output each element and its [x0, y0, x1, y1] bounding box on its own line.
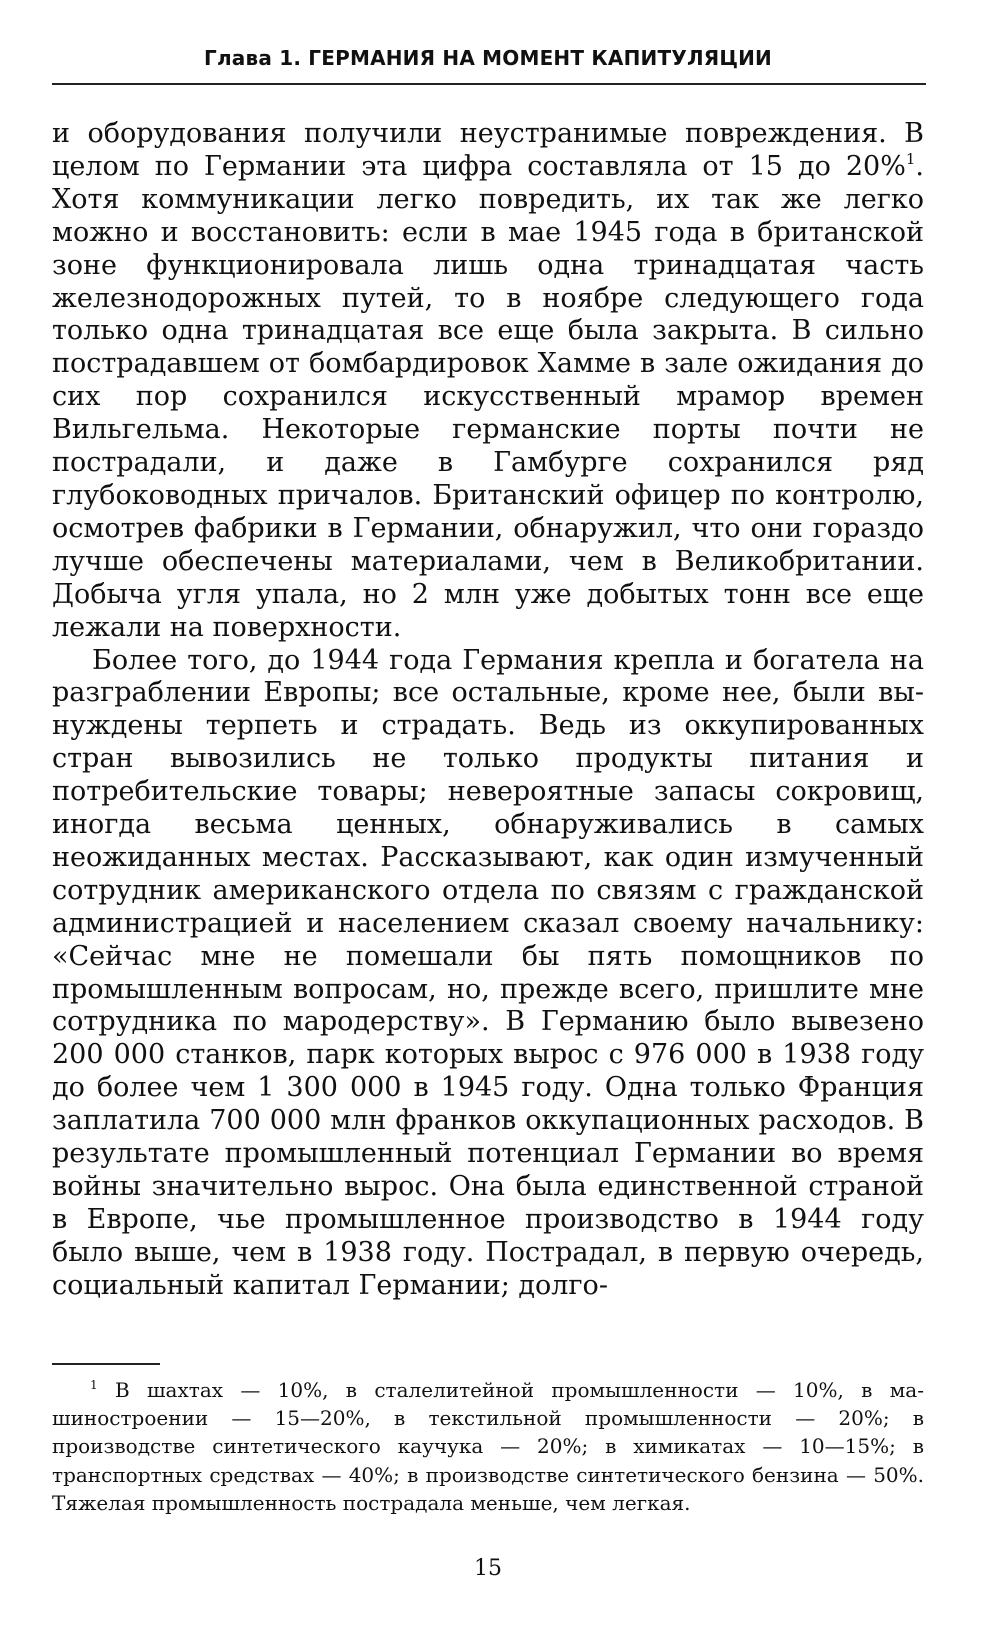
paragraph-1-part-2: . Хотя коммуникации легко повредить, их так же легко можно и восстановить: если в мае 1945 года в британской зоне функционировала лишь одна тринадцатая часть железнодорожных путей, то в ноябре следующего года только одна тринадцатая все еще была закрыта. В сильно пострадавшем от бомбардировок Хамме в зале ожидания до сих пор сохранился искусственный мрамор времен Вильгельма. Некоторые германские порты почти не пострадали, и даже в Гамбурге сохранился ряд глубоководных причалов. Британский офицер по контролю, осмотрев фабрики в Германии, обнаружил, что они гораздо лучше обеспечены материалами, чем в Великобритании. Добыча угля упала, но 2 млн уже добытых тонн все еще лежали на поверхности.	[52, 150, 924, 643]
footnote-marker: 1	[90, 1378, 98, 1392]
main-text	[52, 118, 924, 1303]
footnote-text: В шахтах — 10%, в сталелитейной промышленности — 10%, в машиностроении — 15—20%, в текстильной промышленности — 20%; в производстве синтетического каучука — 20%; в химикатах — 10—15%; в транспортных средствах — 40%; в производстве синтетического бензина — 50%. Тяжелая промышленность пострадала меньше, чем легкая.	[52, 1378, 924, 1515]
footnote-divider	[52, 1363, 160, 1365]
header-divider	[52, 83, 926, 85]
footnote-reference: 1	[905, 149, 916, 168]
running-title: Глава 1. ГЕРМАНИЯ НА МОМЕНТ КАПИТУЛЯЦИИ	[204, 46, 772, 70]
paragraph-1-part-1: и оборудования получили неустранимые повреждения. В целом по Германии эта цифра составляла от 15 до 20%	[52, 118, 924, 182]
footnote	[52, 1376, 924, 1517]
paragraph-2: Более того, до 1944 года Германия крепла и богатела на разграблении Европы; все остальные, кроме нее, были вынуждены терпеть и страдать. Ведь из оккупированных стран вывозились не только продукты питания и потребительские товары; невероятные запасы сокровищ, иногда весьма ценных, обнаруживались в самых неожиданных местах. Рассказывают, как один измученный сотрудник американского отдела по связям с гражданской администрацией и населением сказал своему начальнику: «Сейчас мне не помешали бы пять помощников по промышленным вопросам, но, прежде всего, пришлите мне сотрудника по мародерству». В Германию было вывезено 200 000 станков, парк которых вырос с 976 000 в 1938 году до более чем 1 300 000 в 1945 году. Одна только Франция заплатила 700 000 млн франков оккупационных расходов. В результате промышленный потенциал Германии во время войны значительно вырос. Она была единственной страной в Европе, чье промышленное производство в 1944 году было выше, чем в 1938 году. Пострадал, в первую очередь, социальный капитал Германии; долго-	[52, 644, 924, 1301]
page-number: 15	[474, 1556, 502, 1581]
paragraph-1	[52, 118, 924, 645]
